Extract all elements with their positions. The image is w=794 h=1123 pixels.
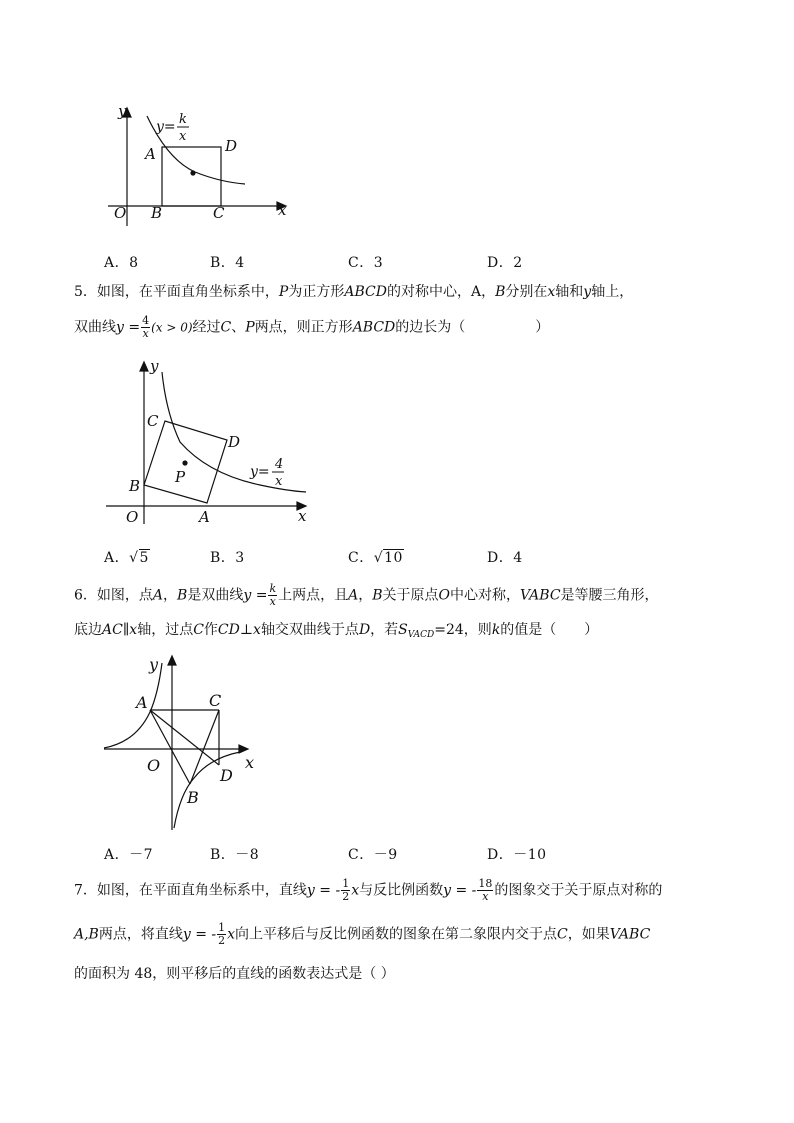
fig4-label-y: y [118,102,127,120]
q7-text: 两点，将直线 [98,926,183,943]
question-5-figure [100,352,320,532]
q7-text: 与反比例函数 [359,882,444,899]
fig5-curve-label: y= [250,464,270,480]
q7-line-2 [74,922,650,947]
q4-option-b: B．4 [210,255,245,271]
q7-var: A,B [74,926,99,943]
segment-bc [190,710,219,784]
q5-text: 分别在 [505,284,548,300]
q5-text: 的边长为（ ） [395,319,550,336]
q5-line-2 [74,315,549,340]
q6-text: ， [358,587,373,604]
q5-option-b: B．3 [210,550,245,566]
q7-text: 7．如图，在平面直角坐标系中，直线 [74,882,307,899]
q4-option-a: A．8 [104,255,139,271]
fig5-label-y: y [150,357,159,375]
q6-var: CD [217,622,240,638]
fig4-label-d: D [225,137,238,155]
q5-var: C [220,319,232,336]
q6-text: 底边 [74,622,102,638]
q6-var: O [438,587,451,604]
q5-option-c: C．√10 [348,550,403,566]
q5-math: y = [116,319,141,336]
q4-option-d: D．2 [487,255,523,271]
q5-var: x [547,284,556,300]
q6-option-a: A．－7 [104,847,154,863]
q7-line-1 [74,878,662,903]
q5-text: 两点，则正方形 [254,319,353,336]
q6-text: 是等腰三角形， [560,587,659,604]
q5-text: 轴上， [591,284,634,300]
fig5-curve-den: x [275,474,283,489]
q7-fraction [217,922,226,947]
q7-var: VABC [609,926,651,943]
rectangle-abcd [162,147,221,206]
q5-text: 经过 [192,319,221,336]
q7-frac-num: 18 [478,877,493,890]
q5-text: 双曲线 [74,319,116,336]
q6-var: C [193,622,204,638]
q7-var: x [227,926,236,943]
q5-var: B [495,284,506,300]
q6-fraction [268,583,277,608]
fig4-curve-label: y= [156,119,176,135]
q5-option-a-radicand: 5 [139,550,149,566]
fig5-label-o: O [126,508,139,526]
q6-text: 轴，过点 [137,622,194,638]
q5-var: P [245,319,255,336]
q6-text: 的值是（ ） [500,622,599,638]
fig6-label-o: O [147,756,161,775]
fig6-label-c: C [209,691,222,710]
q5-fraction [141,315,150,340]
q6-frac-den: x [269,595,276,608]
q6-var: S [398,622,408,638]
q5-text: 轴和 [555,284,584,300]
q5-option-c-label: C． [348,550,374,566]
q6-text: ，若 [370,622,399,638]
q6-var: B [372,587,383,604]
q6-var: AC [102,622,123,638]
fig4-label-b: B [151,204,163,222]
q6-text: ∥ [122,622,130,638]
q7-frac-den: 2 [342,890,350,903]
q6-line-1 [74,583,659,608]
fig6-label-x: x [245,753,255,772]
q7-frac-den: x [482,890,489,903]
fig6-label-y: y [149,655,159,674]
q5-option-a: A．√5 [104,550,149,566]
q6-option-b: B．－8 [210,847,260,863]
q6-var: x [129,622,138,638]
fig5-label-a: A [199,508,210,526]
q6-text: 6．如图，点 [74,587,153,604]
q6-var: D [358,622,371,638]
q6-text: 是双曲线 [187,587,244,604]
q6-line-2 [74,620,598,645]
fig5-label-x: x [298,507,307,525]
q6-var: VABC [520,587,561,604]
q7-fraction [341,878,350,903]
q6-text: 上两点，且 [278,587,349,604]
q7-frac-num: 1 [342,877,350,890]
q7-line-3: 的面积为 48，则平移后的直线的函数表达式是（ ） [74,966,395,982]
fig4-label-x: x [278,201,287,219]
q7-frac-den: 2 [218,934,226,947]
q5-text: 5．如图，在平面直角坐标系中， [74,284,279,300]
q6-var: k [491,622,501,638]
q6-text: ⊥ [239,622,254,638]
q5-frac-num: 4 [142,314,150,327]
q5-var: ABCD [344,284,387,300]
q6-option-c: C．－9 [348,847,398,863]
q6-text: 轴交双曲线于点 [260,622,359,638]
q5-var: P [278,284,289,300]
hyperbola-branch-right [174,752,240,828]
fig5-label-p: P [175,468,186,486]
q5-var: ABCD [352,319,396,336]
q6-text: 关于原点 [382,587,439,604]
fig6-label-a: A [136,693,148,712]
fig4-curve-num: k [179,112,187,127]
q5-text: 、 [231,319,246,336]
fig4-label-a: A [145,145,156,163]
q6-frac-num: k [269,582,277,595]
q6-text: 作 [203,622,218,638]
q5-option-a-label: A． [104,550,130,566]
q6-option-d: D．－10 [487,847,547,863]
q5-frac-den: x [142,327,149,340]
fig6-label-d: D [220,766,233,785]
q7-math: y = - [443,882,477,899]
q6-var: x [253,622,261,638]
q7-fraction [477,878,493,903]
q6-math: y = [243,587,268,604]
q7-text: 向上平移后与反比例函数的图象在第二象限内交于点 [235,926,558,943]
question-6-figure [98,648,278,838]
q7-math: y = - [306,882,341,899]
question-4-figure [100,98,300,238]
q6-text: ， [163,587,178,604]
q6-var: A [348,587,359,604]
fig4-label-c: C [213,204,225,222]
q5-var: y [583,284,592,300]
q5-text: 的对称中心， [386,284,471,300]
fig5-label-c: C [147,412,159,430]
q7-math: y = - [182,926,217,943]
q5-option-c-radicand: 10 [384,550,403,566]
q5-var: A [470,284,482,300]
q7-text: ，如果 [567,926,610,943]
q7-var: x [351,882,360,899]
q6-var: A [152,587,164,604]
q5-option-d: D．4 [487,550,523,566]
fig4-curve-den: x [179,129,187,144]
fig6-label-b: B [187,788,199,807]
fig5-label-d: D [228,433,241,451]
q5-math: (x > 0) [151,320,193,335]
hyperbola-branch-left [104,663,162,748]
fig5-curve-num: 4 [275,457,284,472]
fig4-label-o: O [114,204,127,222]
q5-text: ， [481,284,496,300]
q6-var: B [177,587,188,604]
q6-subscript: VACD [407,630,435,640]
q5-text: 为正方形 [288,284,345,300]
fig5-label-b: B [129,477,141,495]
q7-frac-num: 1 [218,921,226,934]
q5-line-1 [74,282,633,302]
q7-var: C [557,926,568,943]
q6-text: 中心对称， [450,587,521,604]
q4-option-c: C．3 [348,255,384,271]
q7-text: 的图象交于关于原点对称的 [494,882,663,899]
q6-text: =24，则 [434,622,492,638]
